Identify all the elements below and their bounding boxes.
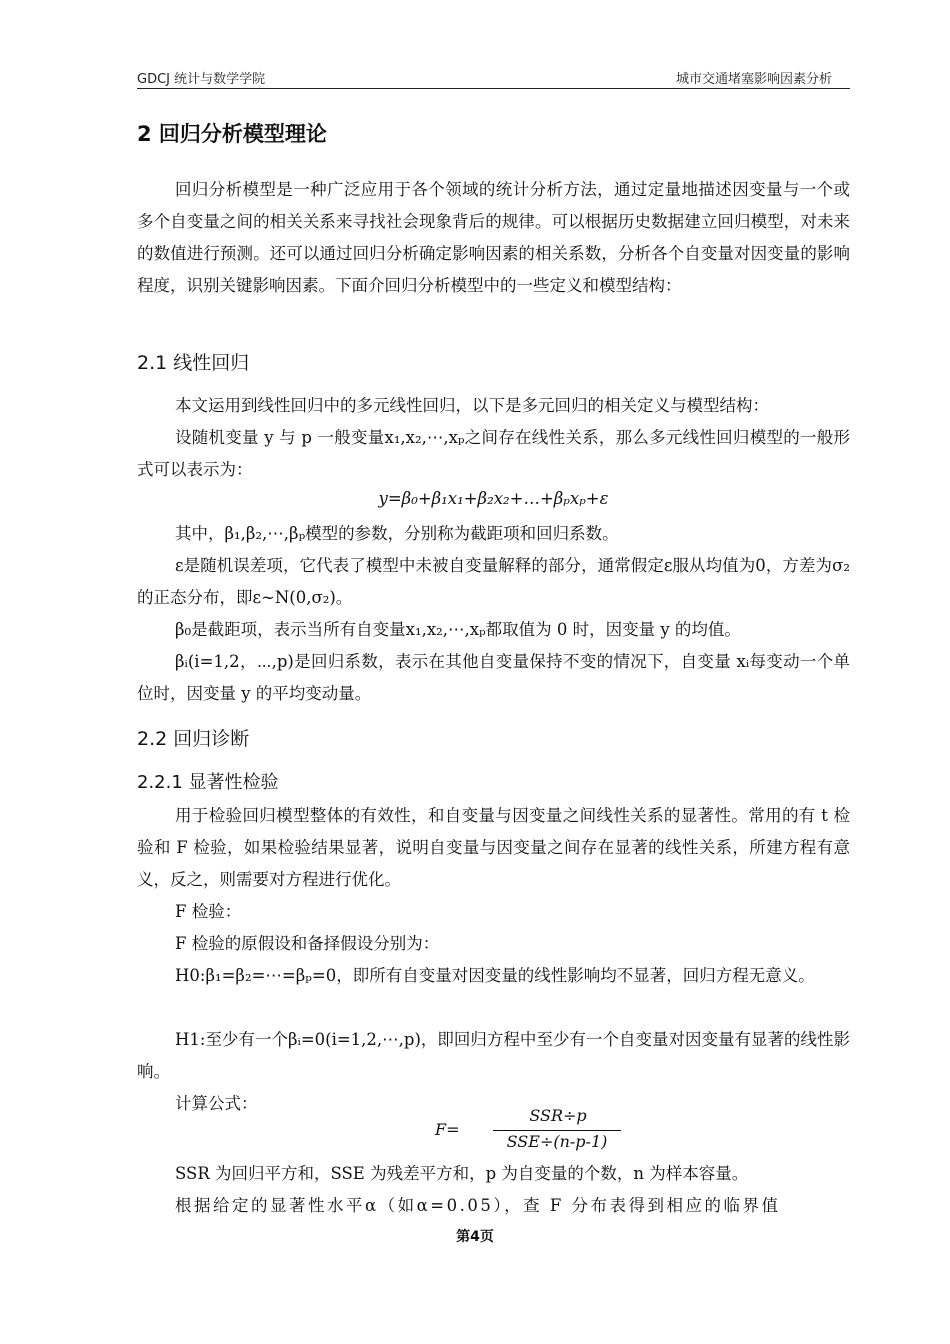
coefficient-paragraph: βᵢ(i=1,2，⋯,p)是回归系数，表示在其他自变量保持不变的情况下，自变量 xᵢ每变动一个单位时，因变量 y 的平均变动量。: [137, 652, 850, 703]
header-institution: GDCJ 统计与数学学院: [137, 72, 266, 87]
null-hypothesis-paragraph: H0:β₁=β₂=⋯=βₚ=0，即所有自变量对因变量的线性影响均不显著，回归方程无意义。: [175, 966, 815, 985]
formula-explanation: SSR 为回归平方和，SSE 为残差平方和，p 为自变量的个数，n 为样本容量。: [175, 1164, 749, 1183]
intro-paragraph: 回归分析模型是一种广泛应用于各个领域的统计分析方法，通过定量地描述因变量与一个或多个自变量之间的相关关系来寻找社会现象背后的规律。可以根据历史数据建立回归模型，对未来的数值进行预测。还可以通过回归分析确定影响因素的相关系数，分析各个自变量对因变量的影响程度，识别关键影响因素。下面介回归分析模型中的一些定义和模型结构：: [137, 180, 850, 295]
critical-value-paragraph: 根据给定的显著性水平α（如α=0.05），查 F 分布表得到相应的临界值: [175, 1196, 781, 1215]
subsubsection-heading-2-2-1: 2.2.1 显著性检验: [137, 772, 279, 793]
section-title: 2 回归分析模型理论: [137, 122, 327, 146]
parameters-paragraph: 其中，β₁,β₂,⋯,βₚ模型的参数，分别称为截距项和回归系数。: [175, 524, 619, 543]
significance-test-paragraph: 用于检验回归模型整体的有效性，和自变量与因变量之间线性关系的显著性。常用的有 t 检验和 F 检验，如果检验结果显著，说明自变量与因变量之间存在显著的线性关系，所建方程有意义，反之，则需要对方程进行优化。: [137, 806, 850, 889]
regression-equation: y=β₀+β₁x₁+β₂x₂+…+βₚxₚ+ε: [378, 489, 609, 508]
alternative-hypothesis-paragraph: H1:至少有一个βᵢ=0(i=1,2,⋯,p)，即回归方程中至少有一个自变量对因变量有显著的线性影响。: [137, 1030, 850, 1081]
subsection-heading-2-1: 2.1 线性回归: [137, 352, 250, 374]
model-assumption-paragraph: 设随机变量 y 与 p 一般变量x₁,x₂,⋯,xₚ之间存在线性关系，那么多元线性回归模型的一般形式可以表示为：: [137, 428, 850, 479]
formula-lhs: F=: [435, 1120, 460, 1139]
f-test-label: F 检验：: [175, 902, 242, 921]
formula-denominator: SSE÷(n-p-1): [506, 1132, 608, 1151]
formula-label: 计算公式：: [175, 1094, 258, 1113]
f-statistic-formula: [137, 1098, 850, 1158]
page-number: 第4页: [456, 1229, 494, 1245]
linear-regression-intro: 本文运用到线性回归中的多元线性回归，以下是多元回归的相关定义与模型结构：: [175, 396, 769, 415]
error-term-paragraph: ε是随机误差项，它代表了模型中未被自变量解释的部分，通常假定ε服从均值为0，方差为σ₂的正态分布，即ε∼N(0,σ₂)。: [137, 556, 850, 607]
formula-numerator: SSR÷p: [529, 1106, 587, 1125]
running-header: [137, 66, 850, 89]
hypotheses-intro: F 检验的原假设和备择假设分别为：: [175, 934, 440, 953]
intercept-paragraph: β₀是截距项，表示当所有自变量x₁,x₂,⋯,xₚ都取值为 0 时，因变量 y 的均值。: [175, 620, 741, 639]
fraction-bar: [493, 1130, 621, 1131]
header-paper-title: 城市交通堵塞影响因素分析: [675, 72, 832, 87]
subsection-heading-2-2: 2.2 回归诊断: [137, 728, 250, 750]
